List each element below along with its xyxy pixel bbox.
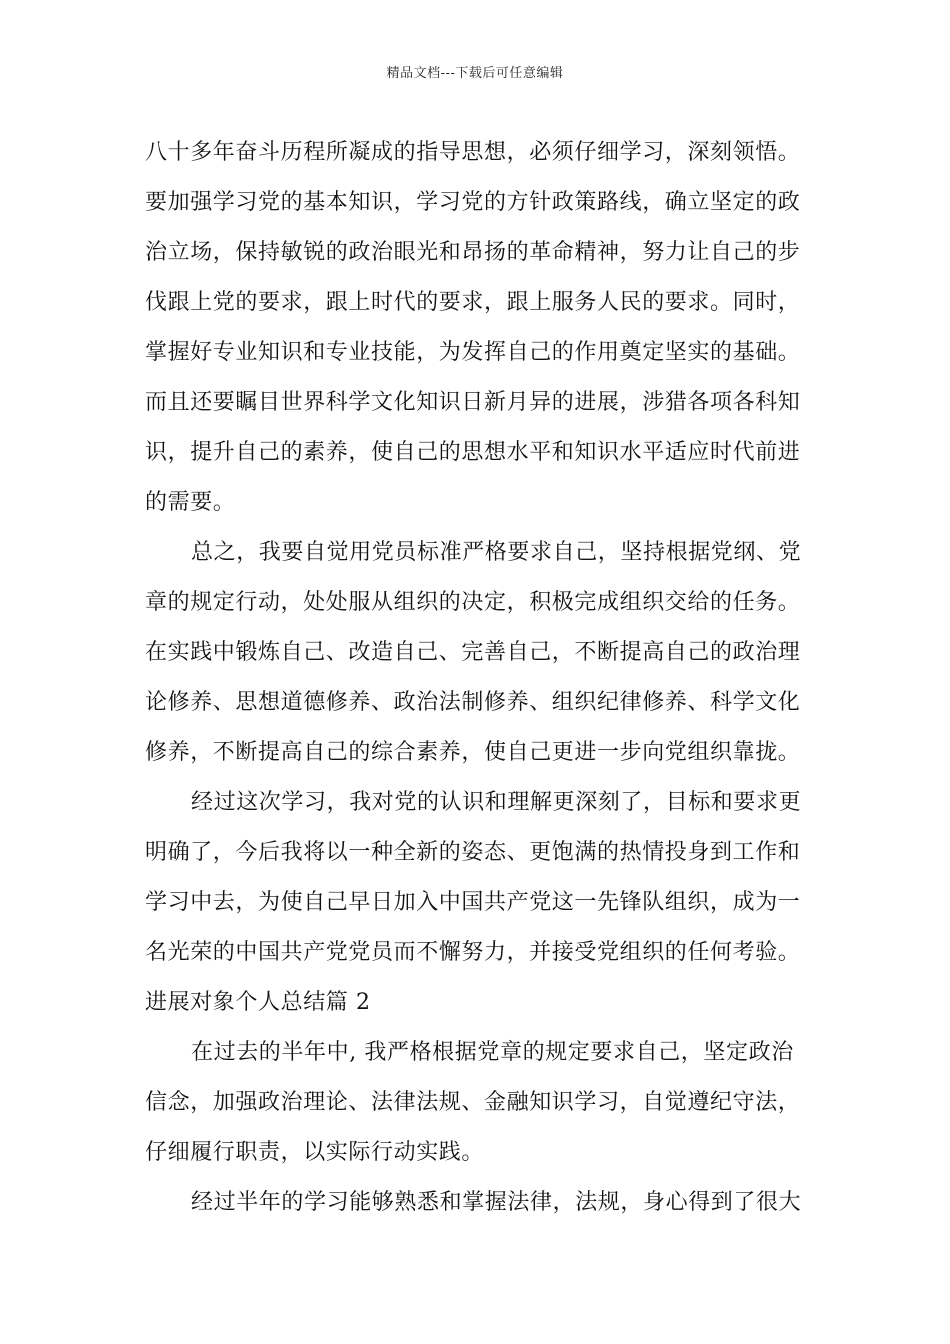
text-line: 学习中去，为使自己早日加入中国共产党这一先锋队组织，成为一 bbox=[145, 890, 801, 915]
text-line: 进展对象个人总结篇 2 bbox=[145, 990, 371, 1015]
text-line: 而且还要瞩目世界科学文化知识日新月异的进展，涉猎各项各科知 bbox=[145, 390, 801, 415]
text-line: 的需要。 bbox=[145, 490, 236, 515]
text-line: 掌握好专业知识和专业技能，为发挥自己的作用奠定坚实的基础。 bbox=[145, 340, 801, 365]
text-line: 八十多年奋斗历程所凝成的指导思想，必须仔细学习，深刻领悟。 bbox=[145, 140, 801, 165]
text-line: 识，提升自己的素养，使自己的思想水平和知识水平适应时代前进 bbox=[145, 440, 801, 465]
text-line: 仔细履行职责，以实际行动实践。 bbox=[145, 1140, 485, 1165]
text-line: 论修养、思想道德修养、政治法制修养、组织纪律修养、科学文化 bbox=[145, 690, 801, 715]
text-line: 治立场，保持敏锐的政治眼光和昂扬的革命精神，努力让自己的步 bbox=[145, 240, 801, 265]
text-line: 在实践中锻炼自己、改造自己、完善自己，不断提高自己的政治理 bbox=[145, 640, 801, 665]
text-line: 经过半年的学习能够熟悉和掌握法律，法规，身心得到了很大 bbox=[191, 1190, 802, 1215]
text-line: 要加强学习党的基本知识，学习党的方针政策路线，确立坚定的政 bbox=[145, 190, 801, 215]
text-line: 伐跟上党的要求，跟上时代的要求，跟上服务人民的要求。同时， bbox=[145, 290, 801, 315]
text-line: 总之，我要自觉用党员标准严格要求自己，坚持根据党纲、党 bbox=[191, 540, 802, 565]
text-line: 在过去的半年中, 我严格根据党章的规定要求自己，坚定政治 bbox=[191, 1040, 794, 1065]
text-line: 修养，不断提高自己的综合素养，使自己更进一步向党组织靠拢。 bbox=[145, 740, 801, 765]
page-header: 精品文档---下载后可任意编辑 bbox=[386, 66, 564, 81]
document-body bbox=[145, 128, 815, 1228]
text-line: 信念，加强政治理论、法律法规、金融知识学习，自觉遵纪守法， bbox=[145, 1090, 801, 1115]
text-line: 名光荣的中国共产党党员而不懈努力，并接受党组织的任何考验。 bbox=[145, 940, 801, 965]
text-line: 章的规定行动，处处服从组织的决定，积极完成组织交给的任务。 bbox=[145, 590, 801, 615]
text-line: 经过这次学习，我对党的认识和理解更深刻了，目标和要求更 bbox=[191, 790, 802, 815]
text-line: 明确了，今后我将以一种全新的姿态、更饱满的热情投身到工作和 bbox=[145, 840, 801, 865]
